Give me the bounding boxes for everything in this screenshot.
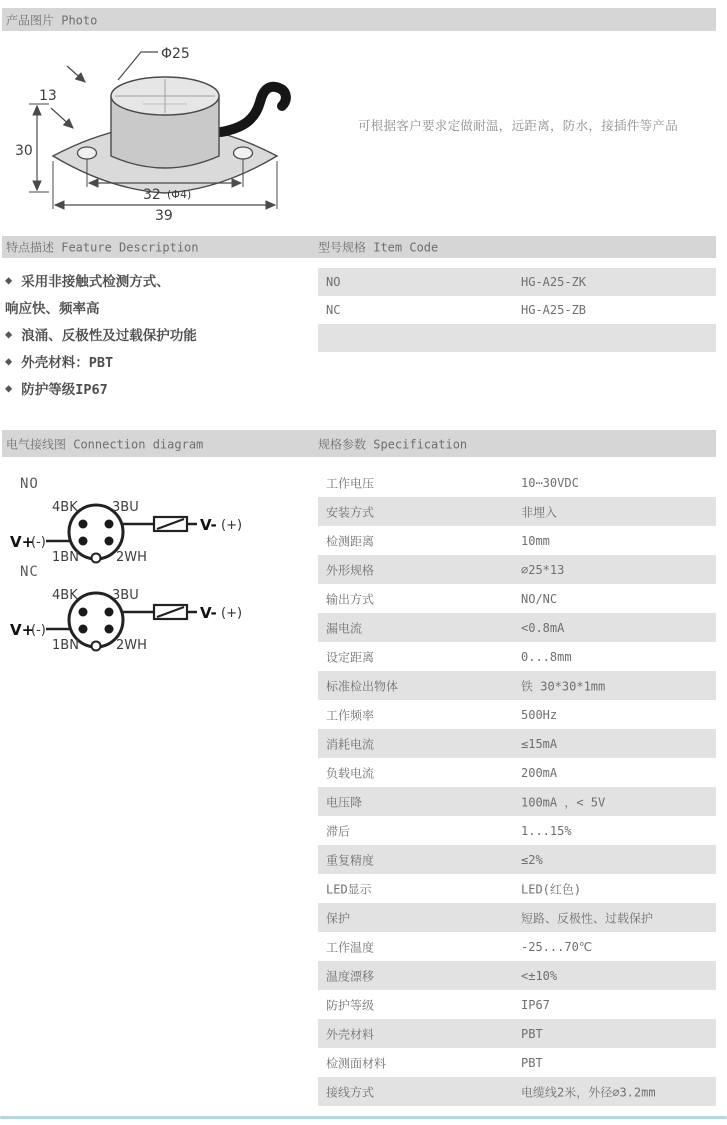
spec-label: 工作温度: [326, 940, 375, 954]
table-row: [318, 296, 716, 324]
spec-header-label: 规格参数 Specification: [318, 437, 468, 451]
supply-positive-polarity: (-): [31, 623, 46, 638]
spec-value: 1...15%: [521, 823, 572, 838]
pin-4-label: 4BK: [52, 500, 78, 515]
table-row: [318, 468, 716, 497]
table-row: [318, 1019, 716, 1048]
pin-3-dot: [105, 520, 114, 529]
connector-diagram-svg: [8, 582, 308, 654]
supply-positive-label: V+: [10, 533, 35, 551]
feature-item: [5, 293, 310, 320]
diagram-label: NC: [20, 564, 39, 580]
itemcode-header-label: 型号规格 Item Code: [318, 240, 439, 255]
dim-label-hole-span: 32: [143, 187, 161, 203]
section-header-photo: [2, 8, 716, 31]
spec-value: 10mm: [521, 533, 550, 548]
spec-label: 消耗电流: [326, 737, 375, 751]
spec-value: NO/NC: [521, 591, 558, 606]
pin-2-dot: [105, 537, 114, 546]
spec-value: 非埋入: [521, 505, 558, 519]
table-row: [318, 1077, 716, 1106]
pin-1-dot: [79, 537, 88, 546]
feature-text: 采用非接触式检测方式、: [21, 273, 170, 290]
feature-text: 响应快、频率高: [5, 300, 100, 317]
diamond-bullet-icon: ◆: [5, 272, 13, 287]
section-header-feature-itemcode: [2, 236, 716, 258]
section-header-connection-spec: [2, 430, 716, 457]
diagram-label: NO: [20, 476, 39, 492]
spec-value: ≤2%: [521, 852, 543, 867]
spec-label: 输出方式: [326, 592, 375, 606]
table-row: [318, 729, 716, 758]
spec-value: PBT: [521, 1055, 543, 1070]
spec-value: -25...70℃: [521, 939, 593, 954]
mounting-hole-right: [234, 147, 253, 159]
spec-value: LED(红色): [521, 882, 582, 896]
dim-leader-diameter: [118, 52, 158, 80]
spec-label: 漏电流: [326, 621, 363, 635]
wiring-diagram-nc: [8, 564, 313, 658]
table-row: [318, 787, 716, 816]
feature-item: [5, 320, 310, 347]
spec-value: 100mA ，< 5V: [521, 795, 606, 809]
table-row: [318, 497, 716, 526]
spec-label: 外壳材料: [326, 1027, 375, 1041]
spec-label: 负载电流: [326, 766, 375, 780]
itemcode-table: [318, 268, 716, 352]
spec-label: LED显示: [326, 882, 372, 896]
sensor-cable: [221, 87, 286, 132]
pin-3-dot: [105, 608, 114, 617]
diamond-bullet-icon: ◆: [5, 353, 13, 368]
pin-2-label: 2WH: [116, 638, 147, 653]
table-row: [318, 990, 716, 1019]
feature-list: [5, 266, 310, 401]
wiring-diagram-no: [8, 476, 313, 570]
table-row: [318, 903, 716, 932]
spec-label: 安装方式: [326, 505, 375, 519]
spec-value: <±10%: [521, 968, 558, 983]
pin-2-dot: [105, 625, 114, 634]
table-row: [318, 816, 716, 845]
itemcode-type: NC: [326, 303, 341, 317]
feature-item: [5, 266, 310, 293]
feature-item: [5, 374, 310, 401]
sensor-drawing-svg: [15, 40, 305, 222]
table-row: [318, 758, 716, 787]
spec-label: 滞后: [326, 824, 351, 838]
dim-label-top-diameter: Φ25: [161, 46, 190, 62]
table-row: [318, 642, 716, 671]
spec-label: 设定距离: [326, 650, 375, 664]
spec-value: IP67: [521, 997, 550, 1012]
spec-label: 工作电压: [326, 476, 375, 490]
spec-label: 重复精度: [326, 853, 375, 867]
spec-label: 电压降: [326, 795, 363, 809]
mounting-hole-left: [78, 147, 97, 159]
dim-label-hole-diameter: (Φ4): [167, 188, 192, 201]
feature-item: [5, 347, 310, 374]
pin-4-dot: [79, 520, 88, 529]
spec-label: 检测面材料: [326, 1056, 387, 1070]
table-row: [318, 874, 716, 903]
spec-label: 接线方式: [326, 1085, 375, 1099]
spec-value: 0...8mm: [521, 649, 572, 664]
dim-arrow-cap-bottom: [51, 108, 73, 128]
dim-label-total-width: 39: [155, 208, 173, 222]
spec-value: 10⋯30VDC: [521, 475, 579, 490]
table-row: [318, 845, 716, 874]
pin-1-dot: [79, 625, 88, 634]
spec-value: <0.8mA: [521, 620, 565, 635]
photo-header-label: 产品图片 Photo: [6, 13, 98, 27]
connector-keyway-notch: [92, 642, 101, 651]
diamond-bullet-icon: ◆: [5, 326, 13, 341]
spec-value: 500Hz: [521, 707, 558, 722]
table-row: [318, 613, 716, 642]
pin-2-label: 2WH: [116, 550, 147, 565]
spec-label: 检测距离: [326, 534, 375, 548]
spec-value: 短路、反极性、过载保护: [521, 911, 654, 925]
spec-label: 保护: [326, 911, 351, 925]
supply-negative-label: V-: [200, 604, 217, 622]
feature-header-label: 特点描述 Feature Description: [6, 240, 199, 255]
supply-positive-polarity: (-): [31, 535, 46, 550]
spec-value: ∅25*13: [521, 562, 565, 577]
table-row: [318, 961, 716, 990]
supply-negative-polarity: (+): [221, 606, 243, 621]
table-row: [318, 584, 716, 613]
spec-value: 电缆线2米，外径∅3.2mm: [521, 1085, 656, 1099]
connector-keyway-notch: [92, 554, 101, 563]
spec-value: PBT: [521, 1026, 543, 1041]
pin-4-dot: [79, 608, 88, 617]
table-row: [318, 555, 716, 584]
supply-positive-label: V+: [10, 621, 35, 639]
connection-header-label: 电气接线图 Connection diagram: [6, 437, 204, 451]
itemcode-type: NO: [326, 275, 341, 289]
supply-negative-label: V-: [200, 516, 217, 534]
table-row: [318, 268, 716, 296]
table-row: [318, 324, 716, 352]
spec-label: 温度漂移: [326, 969, 375, 983]
bottom-accent-divider: [0, 1116, 727, 1119]
diamond-bullet-icon: ◆: [5, 380, 13, 395]
spec-label: 外形规格: [326, 563, 375, 577]
dim-label-cap-height: 13: [39, 88, 57, 104]
itemcode-code: HG-A25-ZK: [521, 275, 587, 289]
supply-negative-polarity: (+): [221, 518, 243, 533]
customization-note: 可根据客户要求定做耐温，远距离，防水，接插件等产品: [358, 118, 679, 133]
spec-value: 铁 30*30*1mm: [521, 679, 606, 693]
spec-label: 防护等级: [326, 998, 375, 1012]
pin-3-label: 3BU: [112, 588, 139, 603]
dim-arrow-cap-top: [67, 66, 85, 82]
table-row: [318, 526, 716, 555]
table-row: [318, 700, 716, 729]
pin-3-label: 3BU: [112, 500, 139, 515]
spec-label: 工作频率: [326, 708, 375, 722]
spec-value: ≤15mA: [521, 736, 558, 751]
pin-1-label: 1BN: [52, 550, 79, 565]
table-row: [318, 671, 716, 700]
dim-label-body-height: 30: [15, 143, 33, 159]
pin-4-label: 4BK: [52, 588, 78, 603]
pin-1-label: 1BN: [52, 638, 79, 653]
connector-diagram-svg: [8, 494, 308, 566]
table-row: [318, 932, 716, 961]
specification-table: [318, 468, 716, 1106]
feature-text: 外壳材料：PBT: [21, 354, 114, 371]
feature-text: 防护等级IP67: [21, 381, 108, 398]
spec-value: 200mA: [521, 765, 558, 780]
product-technical-drawing: [15, 40, 305, 222]
feature-text: 浪涌、反极性及过载保护功能: [21, 327, 197, 344]
itemcode-code: HG-A25-ZB: [521, 303, 587, 317]
spec-label: 标准检出物体: [326, 679, 399, 693]
table-row: [318, 1048, 716, 1077]
